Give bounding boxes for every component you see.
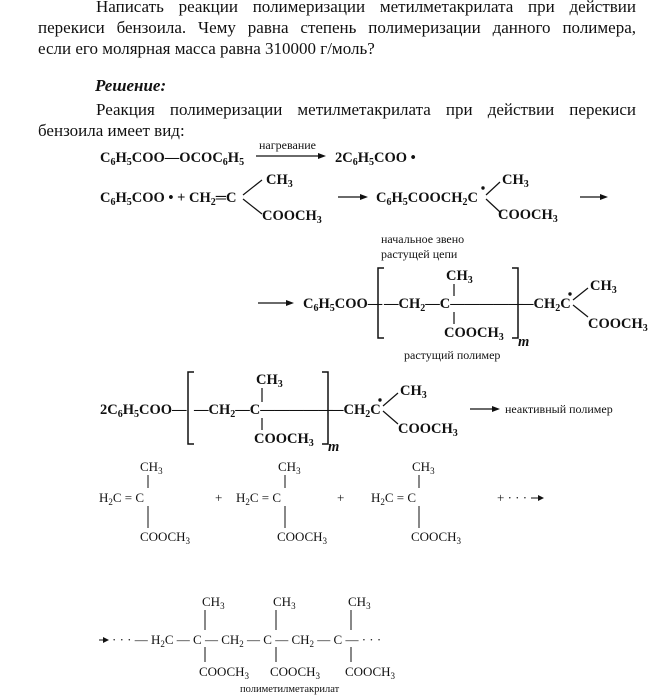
svg-text:CH3: $CH_3$ [502, 172, 529, 190]
svg-text:CH3: $CH_3$ [273, 594, 296, 611]
svg-text:2C6H5COO—: $2C_6H_5COO—$ [100, 402, 187, 420]
inactive-polymer-label: неактивный полимер [505, 402, 613, 416]
polymer-chain [99, 594, 396, 695]
monomers-equation [99, 459, 544, 546]
svg-text:COOCH3: $COOCH_3$ [398, 421, 458, 439]
solution-line-1: Реакция полимеризации метилметакрилата при действии перекиси [96, 100, 636, 119]
svg-text:CH3: $CH_3$ [140, 459, 163, 476]
svg-text:COOCH3: $COOCH_3$ [199, 664, 250, 681]
svg-text:+: + [337, 490, 345, 505]
problem-line-1: Написать реакции полимеризации метилметакрилата при действии [96, 0, 636, 16]
svg-text:m: m [328, 439, 340, 455]
reaction-chain-start [100, 172, 608, 261]
svg-text:· · · — H2C — C — CH2 — C — CH: · · · — $H_2C$ — C — $CH_2$ — C — $CH_2$ — C — · · · [112, 632, 382, 649]
svg-text:C6H5COO—: $C_6H_5COO—$ [303, 296, 383, 314]
svg-text:COOCH3: $COOCH_3$ [345, 664, 396, 681]
svg-text:CH3: $CH_3$ [446, 268, 473, 286]
solution-line-2: бензоила имеет вид: [38, 121, 185, 140]
growing-polymer-label: растущий полимер [404, 348, 501, 362]
svg-text:COOCH3: $COOCH_3$ [262, 208, 322, 226]
svg-text:—CH2C: $—CH_2C$ [519, 296, 571, 314]
svg-text:+: + [215, 490, 223, 505]
svg-text:+ · · ·: + · · · [497, 490, 528, 505]
svg-text:CH3: $CH_3$ [400, 383, 427, 401]
problem-line-2: перекиси бензоила. Чему равна степень полимеризации данного полимера, [38, 18, 636, 37]
svg-text:CH3: $CH_3$ [278, 459, 301, 476]
svg-text:COOCH3: $COOCH_3$ [277, 529, 328, 546]
reaction-initiation [100, 138, 416, 168]
svg-text:COOCH3: $COOCH_3$ [411, 529, 462, 546]
solution-heading: Решение: [95, 76, 167, 95]
svg-text:COOCH3: $COOCH_3$ [140, 529, 191, 546]
svg-text:2C6H5COO •: $2C_6H_5COO$ • [335, 150, 416, 168]
svg-text:CH3: $CH_3$ [202, 594, 225, 611]
initial-unit-label-1: начальное звено [381, 232, 465, 246]
svg-text:C6H5COO • + CH2═C: $C_6H_5COO$ • + $CH_2═C$ [100, 190, 237, 208]
svg-text:H2C = C: $H_2C = C$ [236, 490, 282, 507]
product-name-label: полиметилметакрилат [240, 684, 340, 695]
svg-text:CH3: $CH_3$ [266, 172, 293, 190]
svg-text:CH3: $CH_3$ [256, 372, 283, 390]
svg-text:—CH2—C—————: $—CH_2—C—————$ [194, 402, 333, 420]
svg-text:—CH2C: $—CH_2C$ [329, 402, 381, 420]
svg-text:C6H5COOCH2C: $C_6H_5COOCH_2C$ [376, 190, 479, 208]
svg-text:C6H5COO—OCOC6H5: $C_6H_5COO—OCOC_6H_5$ [100, 150, 245, 168]
svg-text:CH3: $CH_3$ [590, 278, 617, 296]
svg-text:CH3: $CH_3$ [412, 459, 435, 476]
svg-text:H2C = C: $H_2C = C$ [371, 490, 417, 507]
svg-text:H2C = C: $H_2C = C$ [99, 490, 145, 507]
svg-text:COOCH3: $COOCH_3$ [498, 207, 558, 225]
svg-text:m: m [518, 334, 530, 350]
svg-text:CH3: $CH_3$ [348, 594, 371, 611]
svg-text:COOCH3: $COOCH_3$ [588, 316, 648, 334]
initial-unit-label-2: растущей цепи [381, 247, 458, 261]
heating-label: нагревание [259, 138, 316, 152]
svg-text:COOCH3: $COOCH_3$ [444, 325, 504, 343]
reaction-termination [100, 372, 613, 455]
svg-text:COOCH3: $COOCH_3$ [270, 664, 321, 681]
reaction-propagation [258, 268, 648, 362]
problem-line-3: если его молярная масса равна 310000 г/моль? [38, 39, 375, 58]
svg-text:COOCH3: $COOCH_3$ [254, 431, 314, 449]
svg-text:—CH2—C—————: $—CH_2—C—————$ [384, 296, 523, 314]
